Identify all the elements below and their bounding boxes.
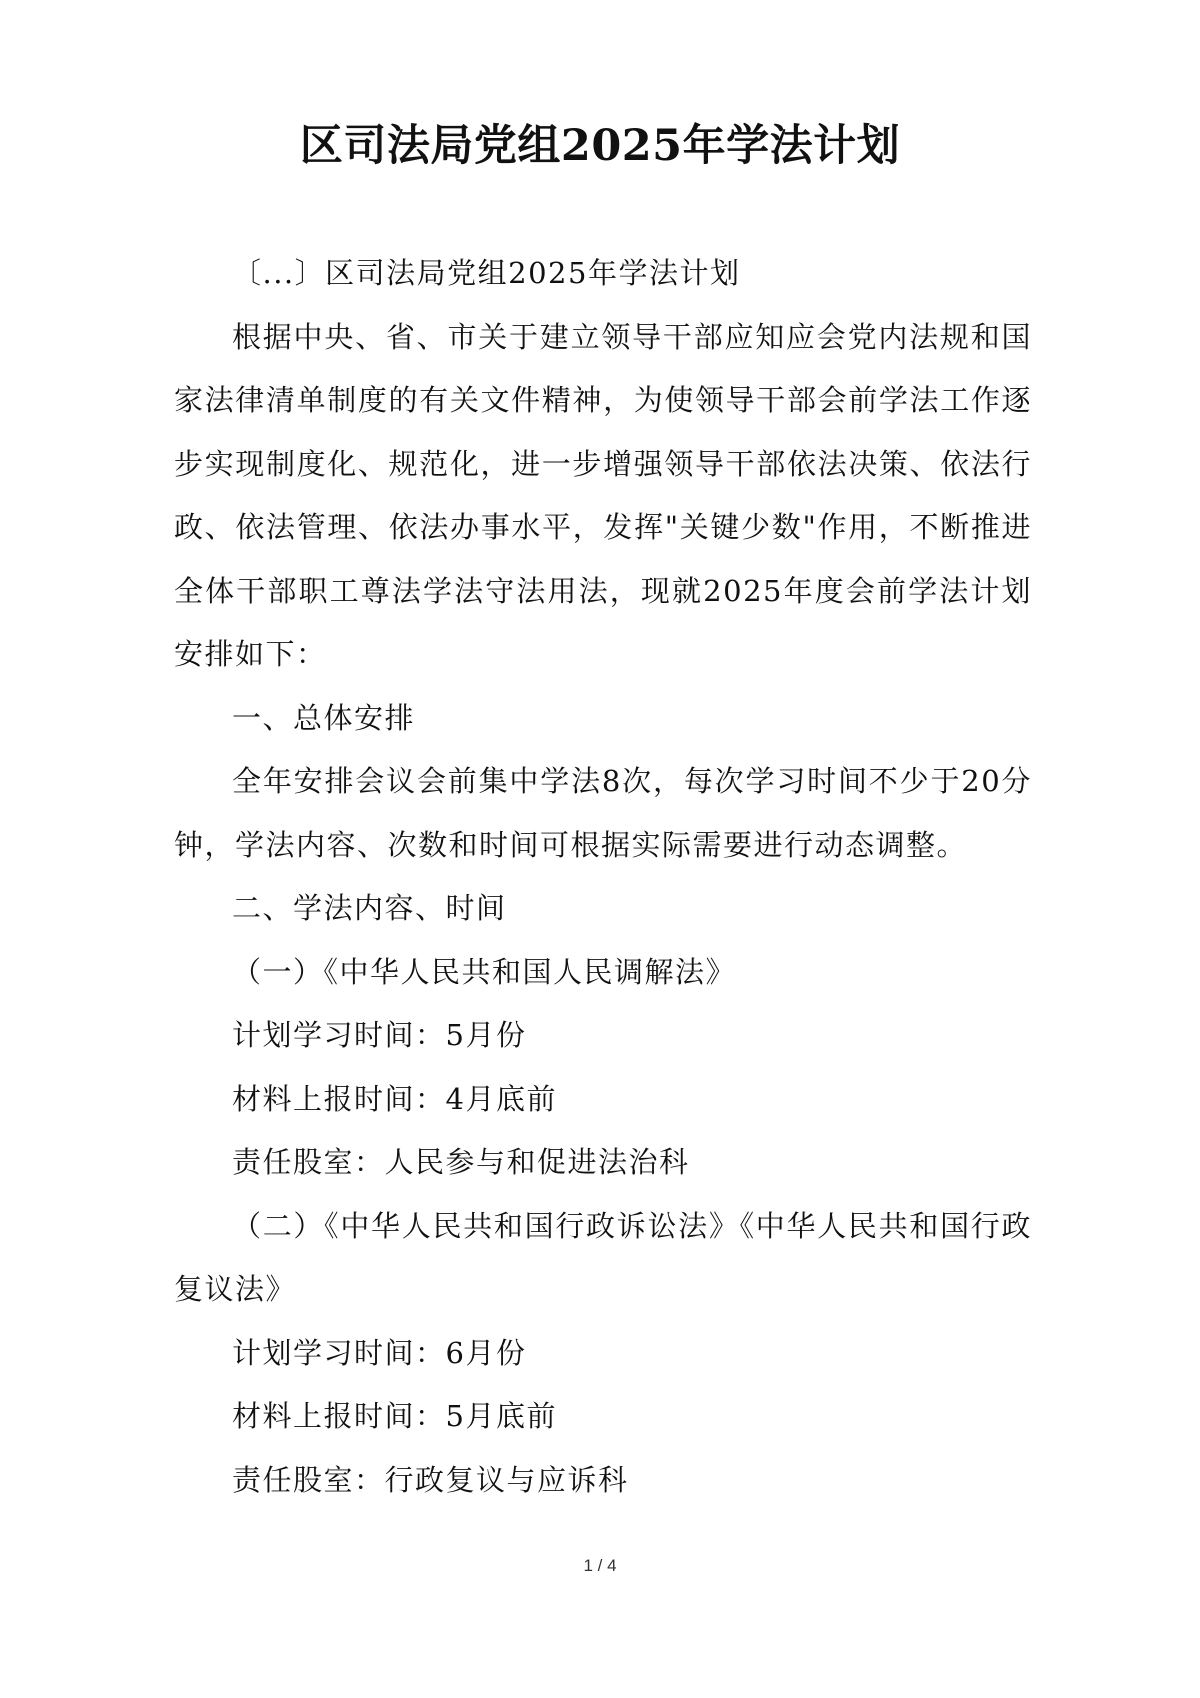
section-heading-content-time: 二、学法内容、时间 xyxy=(232,891,507,925)
responsible-office-1: 责任股室：人民参与和促进法治科 xyxy=(232,1145,690,1179)
document-body xyxy=(174,242,1032,1512)
paragraph-overall: 全年安排会议会前集中学法8次，每次学习时间不少于20分钟，学法内容、次数和时间可根据实际需要进行动态调整。 xyxy=(174,764,1032,862)
plan-study-time-1: 计划学习时间：5月份 xyxy=(232,1018,527,1052)
section-heading-overall: 一、总体安排 xyxy=(232,700,416,735)
subsection-heading-1: （一）《中华人民共和国人民调解法》 xyxy=(232,954,737,989)
responsible-office-2: 责任股室：行政复议与应诉科 xyxy=(232,1462,629,1497)
document-title: 区司法局党组2025年学法计划 xyxy=(299,121,901,171)
subsection-heading-2: （二）《中华人民共和国行政诉讼法》《中华人民共和国行政复议法》 xyxy=(174,1208,1032,1306)
material-report-time-2: 材料上报时间：5月底前 xyxy=(232,1399,557,1433)
paragraph-intro: 根据中央、省、市关于建立领导干部应知应会党内法规和国家法律清单制度的有关文件精神，为使领导干部会前学法工作逐步实现制度化、规范化，进一步增强领导干部依法决策、依法行政、依法管理、依法办事水平，发挥"关键少数"作用，不断推进全体干部职工尊法学法守法用法，现就2025年度会前学法计划安排如下： xyxy=(174,319,1032,671)
plan-study-time-2: 计划学习时间：6月份 xyxy=(232,1335,527,1370)
material-report-time-1: 材料上报时间：4月底前 xyxy=(232,1081,557,1116)
page-number: 1 / 4 xyxy=(583,1556,617,1575)
paragraph-reference: 〔...〕区司法局党组2025年学法计划 xyxy=(232,256,741,290)
